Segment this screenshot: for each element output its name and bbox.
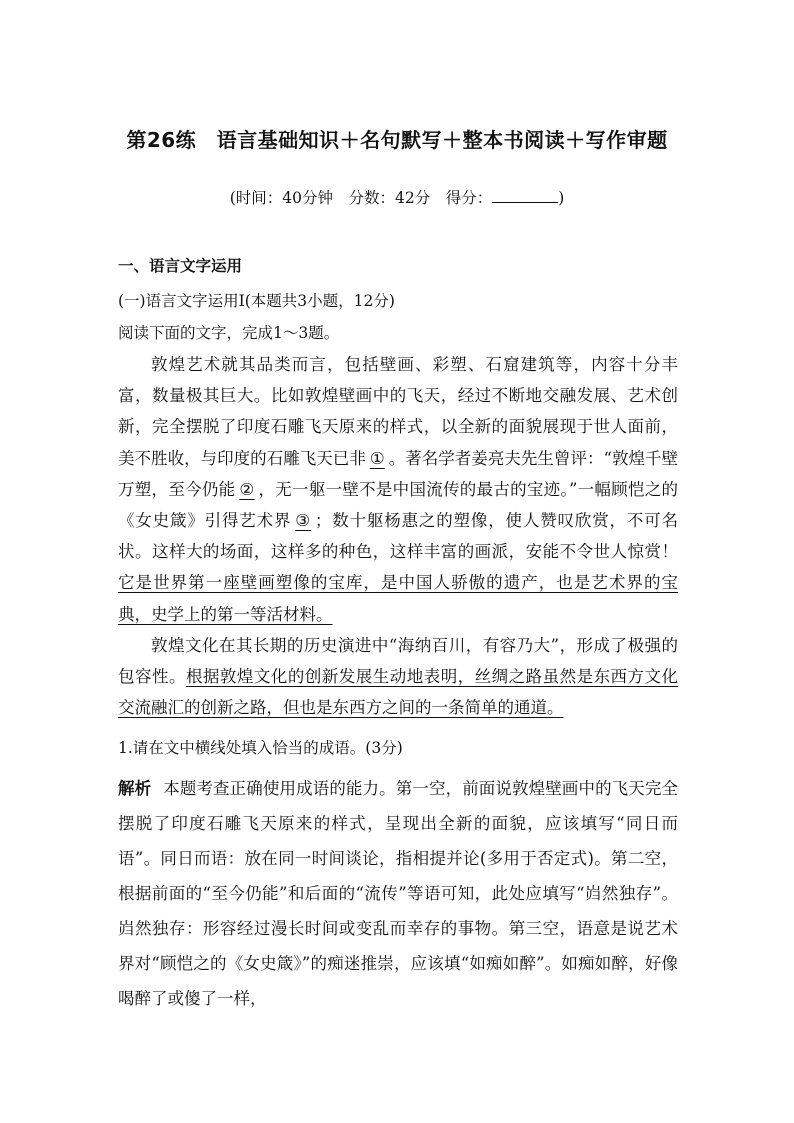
passage-text: 敦煌艺术就其品类而言，包括壁画、彩塑、石窟建筑等，内容十分丰富，数量极其巨大。比如敦煌壁画中的飞天，经过不断地交融发展、艺术创新，完全摆脱了印度石雕飞天原来的样式，以全新的面貌展现于世人面前，美不胜收，与印度的石雕飞天已非 [118, 355, 678, 468]
question-1: 1.请在文中横线处填入恰当的成语。(3分) [118, 739, 403, 757]
underlined-sentence-2: 根据敦煌文化的创新发展生动地表明，丝绸之路虽然是东西方文化交流融汇的创新之路，但也是东西方之间的一条简单的通道。 [118, 667, 678, 718]
subsection-heading: (一)语言文字运用Ⅰ(本题共3小题，12分) [118, 292, 395, 310]
passage-text: ，无一躯一壁不是中国流传的最古的宝迹。”一幅顾恺之的《女史箴》引得艺术界 [118, 479, 679, 531]
passage-paragraph-2 [118, 630, 678, 724]
instruction-text: 阅读下面的文字，完成1～3题。 [118, 324, 340, 342]
analysis-text: 本题考查正确使用成语的能力。第一空，前面说敦煌壁画中的飞天完全摆脱了印度石雕飞天原来的样式，呈现出全新的面貌，应该填写“同日而语”。同日而语：放在同一时间谈论，指相提并论(多用于否定式)。第二空，根据前面的“至今仍能”和后面的“流传”等语可知，此处应填写“岿然独存”。岿然独存：形容经过漫长时间或变乱而幸存的事物。第三空，语意是说艺术界对“顾恺之的《女史箴》”的痴迷推崇，应该填“如痴如醉”。如痴如醉，好像喝醉了或傻了一样， [118, 779, 678, 1008]
page-title: 第26练 语言基础知识＋名句默写＋整本书阅读＋写作审题 [126, 128, 668, 152]
exam-meta [0, 186, 794, 208]
passage-text: ；数十躯杨惠之的塑像，使人赞叹欣赏，不可名状。这样大的场面，这样多的种色，这样丰富的画派，安能不令世人惊赏！ [118, 511, 679, 562]
passage-text: 敦煌文化在其长期的历史演进中“海纳百川，有容乃大”，形成了极强的包容性。 [118, 635, 678, 687]
blank-3: ③ [295, 511, 311, 531]
section-heading: 一、语言文字运用 [118, 257, 243, 275]
analysis-label: 解析 [118, 779, 152, 798]
exam-meta-text: (时间：40分钟 分数：42分 得分： [229, 189, 493, 207]
underlined-sentence-1: 它是世界第一座壁画塑像的宝库，是中国人骄傲的遗产，也是艺术界的宝典，史学上的第一等活材料。 [118, 573, 678, 624]
blank-1: ① [369, 448, 385, 468]
exam-meta-close: ) [558, 189, 565, 207]
analysis-block [118, 771, 678, 1016]
passage-text: 。著名学者姜亮夫先生曾评：“敦煌千壁万塑，至今仍能 [118, 448, 679, 499]
score-blank [492, 188, 558, 203]
blank-2: ② [239, 479, 255, 499]
reading-passage [118, 349, 678, 723]
passage-paragraph-1 [118, 349, 678, 630]
